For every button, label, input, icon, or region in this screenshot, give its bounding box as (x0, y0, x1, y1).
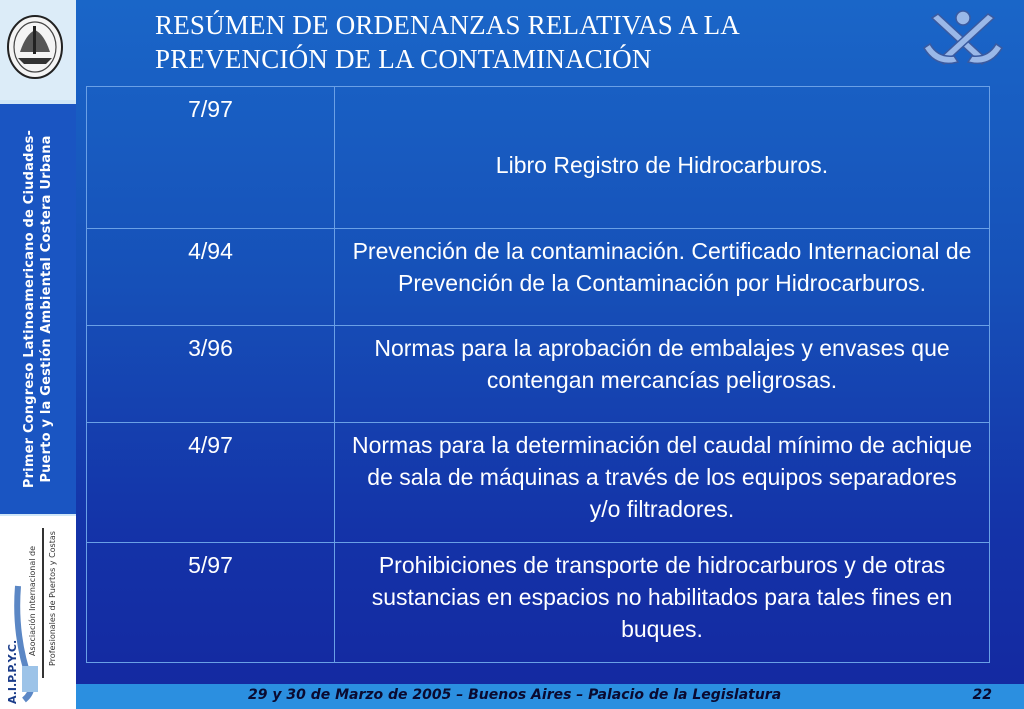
table-row (87, 423, 990, 543)
congress-title-band (0, 104, 76, 514)
seal-emblem-icon (6, 14, 64, 80)
ordinance-description: Normas para la aprobación de embalajes y envases que contengan mercancías peligrosas. (335, 326, 990, 423)
congress-title: Primer Congreso Latinoamericano de Ciudades-Puerto y la Gestión Ambiental Costera Urbana (22, 129, 54, 489)
page-number: 22 (972, 687, 992, 703)
association-name-line2: Profesionales de Puertos y Costas (48, 531, 57, 666)
ordinance-description: Prevención de la contaminación. Certificado Internacional de Prevención de la Contaminación por Hidrocarburos. (335, 229, 990, 326)
crossed-anchors-logo-icon (918, 8, 1008, 70)
ordinance-code: 4/97 (87, 423, 335, 543)
ordinance-code: 3/96 (87, 326, 335, 423)
emblem-box (0, 0, 76, 100)
table-row (87, 229, 990, 326)
table-row (87, 543, 990, 663)
association-acronym: A.I.P.P.Y.C. (6, 639, 19, 704)
footer-bar (76, 684, 1024, 709)
ordinance-code: 5/97 (87, 543, 335, 663)
page-title (155, 8, 875, 76)
footer-event-text: 29 y 30 de Marzo de 2005 – Buenos Aires – Palacio de la Legislatura (248, 687, 782, 703)
association-name-line1: Asociación Internacional de (28, 545, 37, 656)
ordinance-description: Normas para la determinación del caudal mínimo de achique de sala de máquinas a través de los equipos separadores y/o filtradores. (335, 423, 990, 543)
table-row (87, 87, 990, 229)
table-row (87, 326, 990, 423)
page-title-line1: RESÚMEN DE ORDENANZAS RELATIVAS A LA (155, 10, 740, 40)
page-title-line2: PREVENCIÓN DE LA CONTAMINACIÓN (155, 44, 652, 74)
ordinance-description: Prohibiciones de transporte de hidrocarburos y de otras sustancias en espacios no habilitados para tales fines en buques. (335, 543, 990, 663)
ordinances-table (86, 86, 990, 663)
ordinance-description: Libro Registro de Hidrocarburos. (335, 87, 990, 229)
association-logo (0, 516, 76, 709)
sidebar (0, 0, 76, 709)
ordinance-code: 7/97 (87, 87, 335, 229)
ordinance-code: 4/94 (87, 229, 335, 326)
